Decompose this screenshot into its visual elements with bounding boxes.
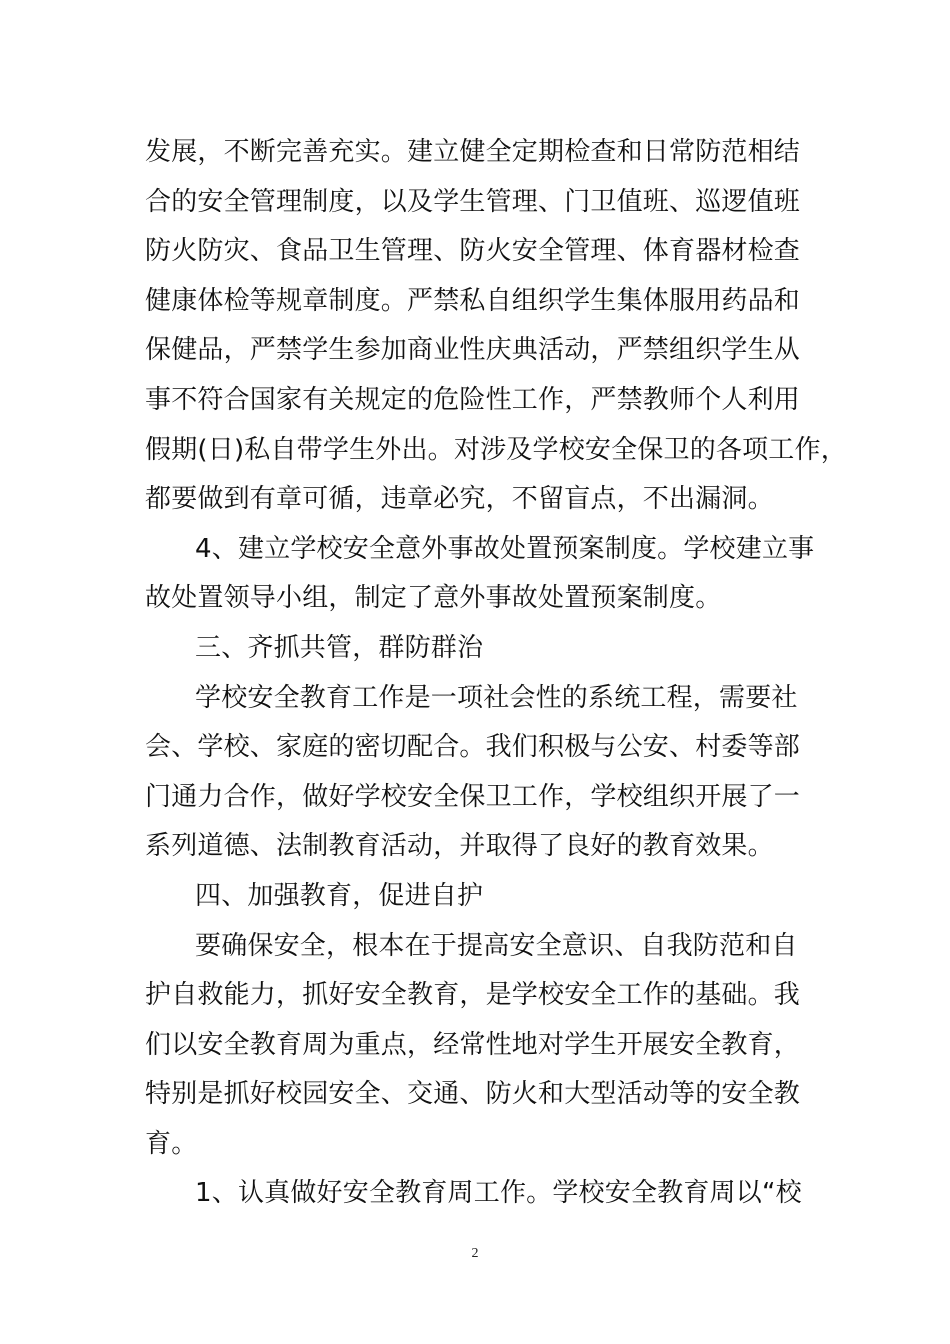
text-line: 们以安全教育周为重点，经常性地对学生开展安全教育， <box>145 1029 801 1060</box>
text-line: 会、学校、家庭的密切配合。我们积极与公安、村委等部 <box>145 732 801 763</box>
section-heading: 三、齐抓共管，群防群治 <box>195 632 484 663</box>
body-text <box>145 128 847 1219</box>
text-line: 防火防灾、食品卫生管理、防火安全管理、体育器材检查 <box>145 236 801 267</box>
text-line: 假期(日)私自带学生外出。对涉及学校安全保卫的各项工作， <box>145 434 847 465</box>
text-line: 事不符合国家有关规定的危险性工作，严禁教师个人利用 <box>145 384 801 415</box>
text-line: 特别是抓好校园安全、交通、防火和大型活动等的安全教 <box>145 1079 801 1110</box>
text-line: 合的安全管理制度，以及学生管理、门卫值班、巡逻值班 <box>145 186 801 217</box>
text-line: 故处置领导小组，制定了意外事故处置预案制度。 <box>145 583 722 614</box>
text-line: 护自救能力，抓好安全教育，是学校安全工作的基础。我 <box>145 980 801 1011</box>
text-line: 健康体检等规章制度。严禁私自组织学生集体服用药品和 <box>145 285 801 316</box>
paragraph-start-line: 要确保安全，根本在于提高安全意识、自我防范和自 <box>195 930 798 961</box>
section-heading: 四、加强教育，促进自护 <box>195 880 484 911</box>
text-line: 门通力合作，做好学校安全保卫工作，学校组织开展了一 <box>145 781 801 812</box>
text-line: 都要做到有章可循，违章必究，不留盲点，不出漏洞。 <box>145 484 774 515</box>
text-line: 系列道德、法制教育活动，并取得了良好的教育效果。 <box>145 831 774 862</box>
paragraph-start-line: 4、建立学校安全意外事故处置预案制度。学校建立事 <box>195 533 815 564</box>
page-number: 2 <box>471 1246 479 1261</box>
text-line: 保健品，严禁学生参加商业性庆典活动，严禁组织学生从 <box>145 335 801 366</box>
text-line: 发展，不断完善充实。建立健全定期检查和日常防范相结 <box>145 137 801 167</box>
paragraph-start-line: 学校安全教育工作是一项社会性的系统工程，需要社 <box>195 682 798 713</box>
paragraph-start-line: 1、认真做好安全教育周工作。学校安全教育周以“校 <box>195 1178 802 1209</box>
text-line: 育。 <box>145 1128 198 1159</box>
